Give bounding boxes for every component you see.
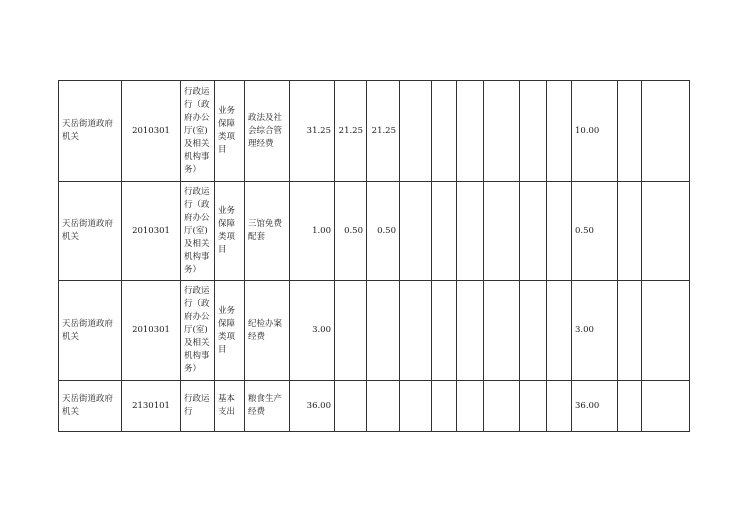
code-cell: 2130101	[122, 381, 181, 432]
empty-cell	[520, 381, 547, 432]
project-cell: 三馆免费配套	[245, 182, 290, 281]
table-row	[59, 81, 690, 182]
empty-cell	[618, 381, 642, 432]
type-cell: 业务保障类项目	[215, 81, 245, 182]
empty-cell	[547, 381, 572, 432]
table-row	[59, 281, 690, 381]
empty-cell	[520, 281, 547, 381]
empty-cell	[520, 81, 547, 182]
empty-cell	[457, 281, 484, 381]
empty-cell	[432, 381, 457, 432]
empty-cell	[642, 81, 690, 182]
code-cell: 2010301	[122, 281, 181, 381]
amount-cell	[367, 281, 400, 381]
empty-cell	[432, 281, 457, 381]
amount-cell: 0.50	[335, 182, 367, 281]
type-cell: 基本支出	[215, 381, 245, 432]
empty-cell	[484, 182, 520, 281]
amount-cell: 21.25	[335, 81, 367, 182]
total-cell: 31.25	[290, 81, 335, 182]
empty-cell	[457, 381, 484, 432]
type-cell: 业务保障类项目	[215, 281, 245, 381]
total-cell: 3.00	[290, 281, 335, 381]
empty-cell	[457, 81, 484, 182]
total-cell: 36.00	[290, 381, 335, 432]
empty-cell	[484, 281, 520, 381]
amount-cell: 3.00	[572, 281, 618, 381]
empty-cell	[484, 381, 520, 432]
empty-cell	[484, 81, 520, 182]
amount-cell: 0.50	[367, 182, 400, 281]
unit-cell: 天岳街道政府机关	[59, 81, 122, 182]
amount-cell	[335, 281, 367, 381]
table-row	[59, 381, 690, 432]
unit-cell: 天岳街道政府机关	[59, 281, 122, 381]
project-cell: 粮食生产经费	[245, 381, 290, 432]
amount-cell: 0.50	[572, 182, 618, 281]
empty-cell	[400, 182, 432, 281]
empty-cell	[432, 81, 457, 182]
function-cell: 行政运行（政府办公厅(室)及相关机构事务）	[181, 81, 215, 182]
empty-cell	[547, 281, 572, 381]
function-cell: 行政运行（政府办公厅(室)及相关机构事务）	[181, 281, 215, 381]
empty-cell	[547, 182, 572, 281]
unit-cell: 天岳街道政府机关	[59, 381, 122, 432]
budget-table	[58, 80, 690, 432]
empty-cell	[642, 182, 690, 281]
empty-cell	[457, 182, 484, 281]
amount-cell: 21.25	[367, 81, 400, 182]
table-row	[59, 182, 690, 281]
project-cell: 政法及社会综合管理经费	[245, 81, 290, 182]
code-cell: 2010301	[122, 81, 181, 182]
empty-cell	[400, 81, 432, 182]
empty-cell	[547, 81, 572, 182]
empty-cell	[642, 381, 690, 432]
empty-cell	[432, 182, 457, 281]
function-cell: 行政运行（政府办公厅(室)及相关机构事务）	[181, 182, 215, 281]
amount-cell: 10.00	[572, 81, 618, 182]
empty-cell	[520, 182, 547, 281]
empty-cell	[618, 81, 642, 182]
empty-cell	[642, 281, 690, 381]
function-cell: 行政运行	[181, 381, 215, 432]
amount-cell	[367, 381, 400, 432]
amount-cell	[335, 381, 367, 432]
empty-cell	[400, 381, 432, 432]
unit-cell: 天岳街道政府机关	[59, 182, 122, 281]
empty-cell	[618, 182, 642, 281]
code-cell: 2010301	[122, 182, 181, 281]
empty-cell	[400, 281, 432, 381]
total-cell: 1.00	[290, 182, 335, 281]
empty-cell	[618, 281, 642, 381]
amount-cell: 36.00	[572, 381, 618, 432]
type-cell: 业务保障类项目	[215, 182, 245, 281]
project-cell: 纪检办案经费	[245, 281, 290, 381]
